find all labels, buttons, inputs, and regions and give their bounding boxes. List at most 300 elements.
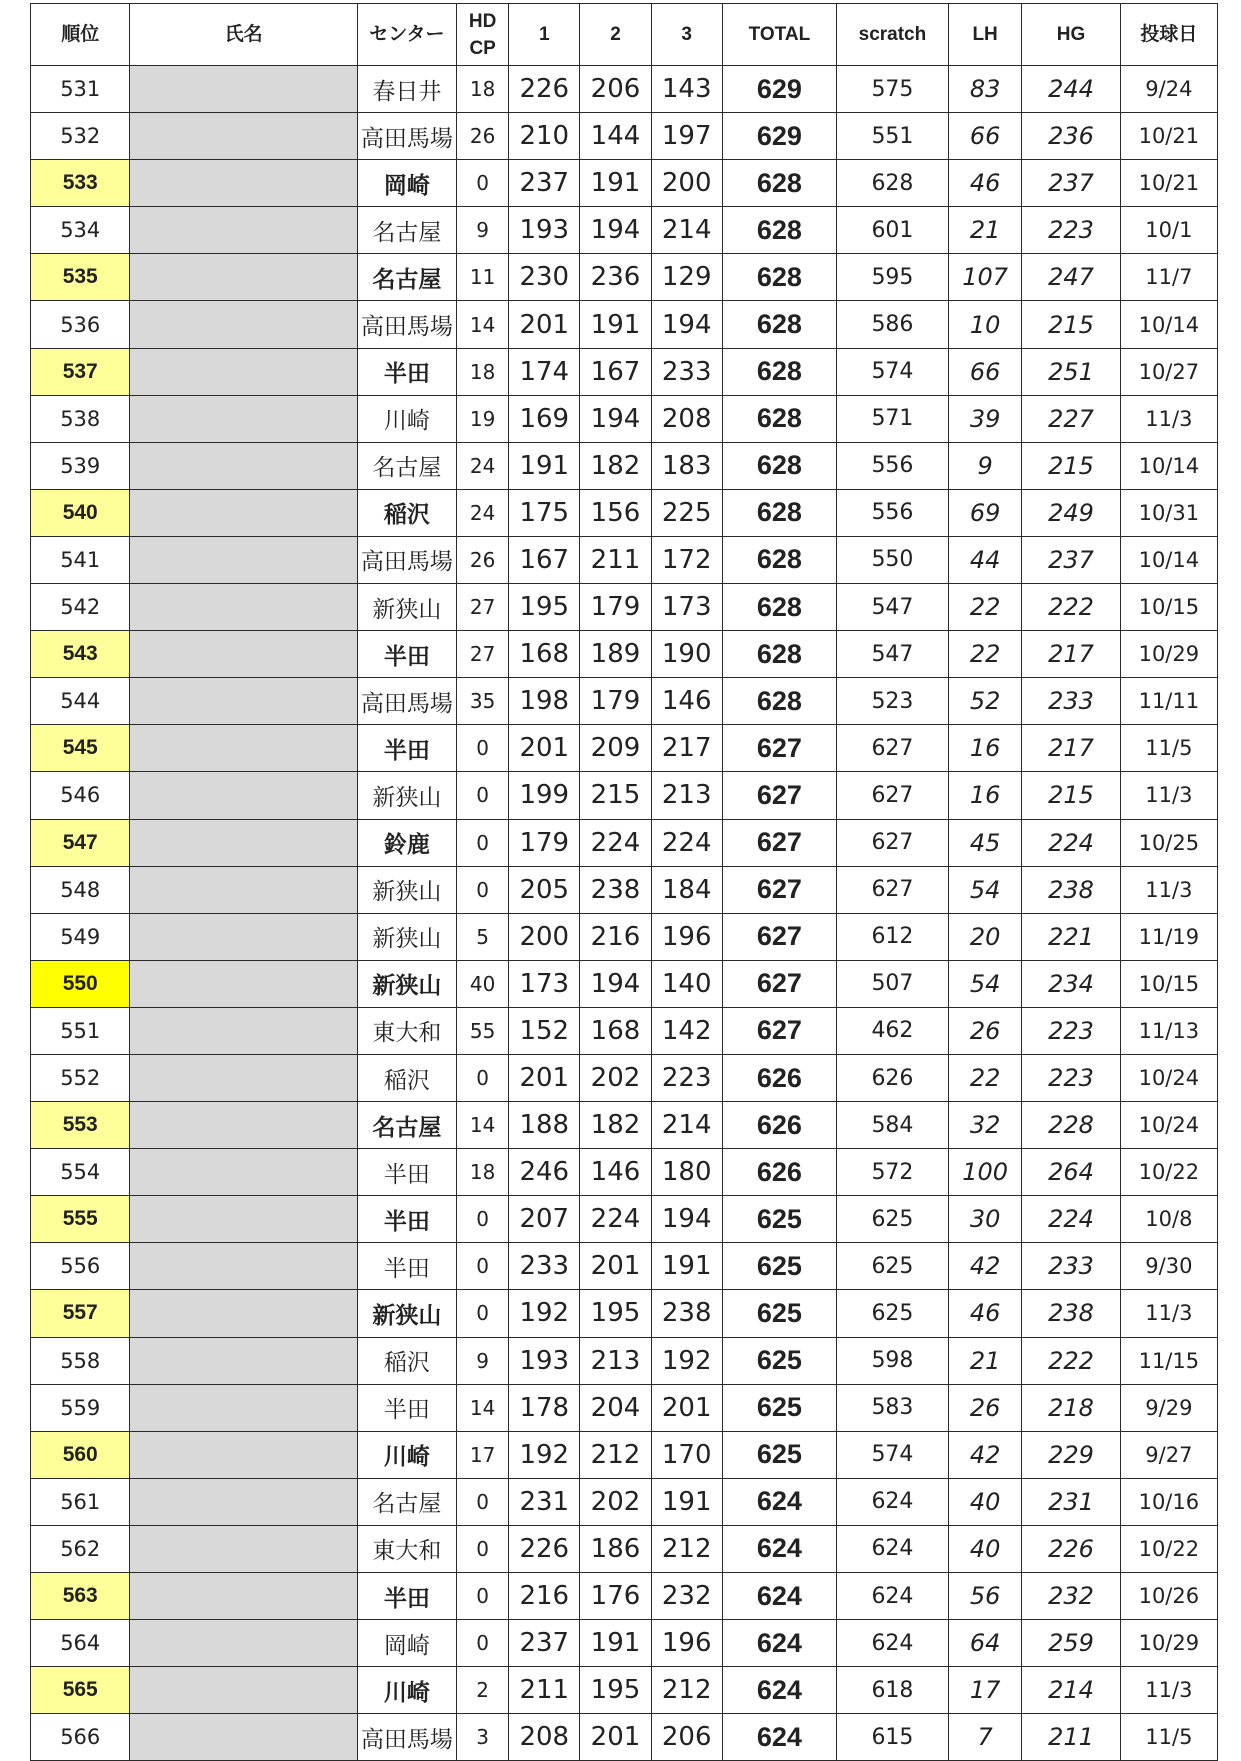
cell-hg: 223	[1022, 1007, 1120, 1054]
cell-scratch: 627	[836, 772, 948, 819]
cell-hdcp: 17	[457, 1431, 509, 1478]
cell-game-1: 233	[509, 1243, 580, 1290]
table-row	[31, 1478, 1218, 1525]
cell-date: 10/14	[1120, 536, 1217, 583]
cell-hdcp: 0	[457, 1525, 509, 1572]
cell-name-masked	[130, 536, 357, 583]
table-row	[31, 584, 1218, 631]
cell-total: 625	[722, 1384, 836, 1431]
cell-center: 新狭山	[357, 772, 456, 819]
header-hdcp-line2: CP	[469, 37, 496, 59]
cell-rank: 536	[31, 301, 130, 348]
cell-game-3: 194	[651, 301, 722, 348]
table-row	[31, 1243, 1218, 1290]
cell-hdcp: 18	[457, 66, 509, 113]
cell-rank: 538	[31, 395, 130, 442]
cell-lh: 22	[948, 1054, 1021, 1101]
cell-name-masked	[130, 442, 357, 489]
header-lh: LH	[948, 4, 1021, 66]
cell-center: 新狭山	[357, 1290, 456, 1337]
cell-hdcp: 14	[457, 1384, 509, 1431]
cell-game-3: 191	[651, 1478, 722, 1525]
cell-center: 名古屋	[357, 1478, 456, 1525]
cell-game-3: 225	[651, 489, 722, 536]
cell-hg: 232	[1022, 1573, 1120, 1620]
table-row	[31, 631, 1218, 678]
cell-lh: 22	[948, 584, 1021, 631]
cell-lh: 30	[948, 1196, 1021, 1243]
cell-scratch: 627	[836, 725, 948, 772]
cell-total: 628	[722, 536, 836, 583]
cell-scratch: 624	[836, 1478, 948, 1525]
cell-lh: 21	[948, 1337, 1021, 1384]
cell-scratch: 624	[836, 1620, 948, 1667]
cell-name-masked	[130, 1667, 357, 1714]
cell-name-masked	[130, 725, 357, 772]
cell-hdcp: 0	[457, 819, 509, 866]
cell-center: 稲沢	[357, 1054, 456, 1101]
cell-hg: 259	[1022, 1620, 1120, 1667]
cell-lh: 16	[948, 772, 1021, 819]
cell-rank: 537	[31, 348, 130, 395]
cell-lh: 52	[948, 678, 1021, 725]
cell-total: 625	[722, 1243, 836, 1290]
cell-total: 624	[722, 1478, 836, 1525]
cell-rank: 552	[31, 1054, 130, 1101]
cell-game-1: 175	[509, 489, 580, 536]
cell-scratch: 583	[836, 1384, 948, 1431]
header-scratch: scratch	[836, 4, 948, 66]
cell-date: 10/22	[1120, 1525, 1217, 1572]
cell-game-2: 167	[580, 348, 651, 395]
cell-total: 628	[722, 254, 836, 301]
cell-hg: 224	[1022, 819, 1120, 866]
cell-game-2: 236	[580, 254, 651, 301]
cell-game-3: 170	[651, 1431, 722, 1478]
cell-game-1: 193	[509, 1337, 580, 1384]
cell-center: 半田	[357, 1149, 456, 1196]
cell-rank: 532	[31, 113, 130, 160]
cell-game-2: 179	[580, 584, 651, 631]
cell-date: 11/19	[1120, 913, 1217, 960]
cell-game-3: 183	[651, 442, 722, 489]
header-hdcp-line1: HD	[468, 10, 497, 32]
cell-hdcp: 0	[457, 1573, 509, 1620]
cell-hg: 233	[1022, 1243, 1120, 1290]
cell-center: 半田	[357, 631, 456, 678]
table-row	[31, 160, 1218, 207]
cell-game-1: 226	[509, 1525, 580, 1572]
cell-game-1: 191	[509, 442, 580, 489]
cell-rank: 548	[31, 866, 130, 913]
cell-rank: 555	[31, 1196, 130, 1243]
cell-hdcp: 27	[457, 631, 509, 678]
cell-hdcp: 9	[457, 1337, 509, 1384]
cell-hg: 238	[1022, 1290, 1120, 1337]
cell-total: 627	[722, 725, 836, 772]
cell-name-masked	[130, 772, 357, 819]
cell-hdcp: 18	[457, 348, 509, 395]
cell-date: 9/27	[1120, 1431, 1217, 1478]
table-row	[31, 536, 1218, 583]
cell-hdcp: 26	[457, 113, 509, 160]
cell-name-masked	[130, 254, 357, 301]
cell-name-masked	[130, 207, 357, 254]
cell-game-3: 213	[651, 772, 722, 819]
cell-game-2: 194	[580, 960, 651, 1007]
cell-hdcp: 11	[457, 254, 509, 301]
cell-lh: 69	[948, 489, 1021, 536]
cell-center: 川崎	[357, 1431, 456, 1478]
cell-date: 10/21	[1120, 160, 1217, 207]
cell-game-3: 191	[651, 1243, 722, 1290]
cell-hg: 217	[1022, 631, 1120, 678]
cell-rank: 547	[31, 819, 130, 866]
cell-rank: 550	[31, 960, 130, 1007]
cell-total: 628	[722, 207, 836, 254]
cell-name-masked	[130, 1007, 357, 1054]
cell-total: 627	[722, 819, 836, 866]
cell-lh: 46	[948, 160, 1021, 207]
cell-rank: 554	[31, 1149, 130, 1196]
cell-game-1: 168	[509, 631, 580, 678]
cell-game-1: 207	[509, 1196, 580, 1243]
cell-game-2: 204	[580, 1384, 651, 1431]
cell-rank: 564	[31, 1620, 130, 1667]
table-row	[31, 1337, 1218, 1384]
header-date: 投球日	[1120, 4, 1217, 66]
cell-hdcp: 24	[457, 489, 509, 536]
cell-hdcp: 0	[457, 1243, 509, 1290]
cell-date: 11/5	[1120, 1714, 1217, 1761]
cell-game-3: 129	[651, 254, 722, 301]
cell-name-masked	[130, 395, 357, 442]
cell-hdcp: 14	[457, 1102, 509, 1149]
cell-game-1: 208	[509, 1714, 580, 1761]
cell-game-3: 194	[651, 1196, 722, 1243]
cell-total: 629	[722, 66, 836, 113]
cell-total: 624	[722, 1667, 836, 1714]
cell-center: 高田馬場	[357, 678, 456, 725]
cell-name-masked	[130, 1478, 357, 1525]
cell-game-3: 190	[651, 631, 722, 678]
table-row	[31, 395, 1218, 442]
cell-scratch: 624	[836, 1525, 948, 1572]
cell-total: 627	[722, 772, 836, 819]
cell-game-2: 224	[580, 1196, 651, 1243]
cell-name-masked	[130, 913, 357, 960]
cell-lh: 46	[948, 1290, 1021, 1337]
table-row	[31, 113, 1218, 160]
cell-lh: 56	[948, 1573, 1021, 1620]
cell-game-3: 140	[651, 960, 722, 1007]
cell-hg: 224	[1022, 1196, 1120, 1243]
cell-date: 11/11	[1120, 678, 1217, 725]
cell-lh: 7	[948, 1714, 1021, 1761]
cell-game-2: 195	[580, 1290, 651, 1337]
header-hdcp	[457, 4, 509, 66]
cell-game-1: 195	[509, 584, 580, 631]
cell-center: 半田	[357, 348, 456, 395]
cell-game-2: 209	[580, 725, 651, 772]
table-row	[31, 207, 1218, 254]
cell-game-2: 191	[580, 301, 651, 348]
cell-game-3: 196	[651, 913, 722, 960]
cell-hdcp: 0	[457, 725, 509, 772]
cell-hdcp: 5	[457, 913, 509, 960]
header-rank: 順位	[31, 4, 130, 66]
cell-total: 627	[722, 1007, 836, 1054]
cell-rank: 556	[31, 1243, 130, 1290]
cell-center: 名古屋	[357, 207, 456, 254]
cell-total: 627	[722, 913, 836, 960]
cell-rank: 565	[31, 1667, 130, 1714]
cell-game-2: 212	[580, 1431, 651, 1478]
cell-game-1: 211	[509, 1667, 580, 1714]
table-row	[31, 1007, 1218, 1054]
cell-hdcp: 2	[457, 1667, 509, 1714]
cell-game-3: 212	[651, 1667, 722, 1714]
cell-hg: 231	[1022, 1478, 1120, 1525]
cell-center: 半田	[357, 1243, 456, 1290]
cell-center: 岡崎	[357, 1620, 456, 1667]
cell-date: 9/24	[1120, 66, 1217, 113]
cell-scratch: 575	[836, 66, 948, 113]
cell-game-3: 224	[651, 819, 722, 866]
cell-date: 10/31	[1120, 489, 1217, 536]
table-row	[31, 1431, 1218, 1478]
cell-game-2: 238	[580, 866, 651, 913]
cell-game-2: 182	[580, 1102, 651, 1149]
cell-lh: 21	[948, 207, 1021, 254]
cell-game-1: 198	[509, 678, 580, 725]
table-row	[31, 772, 1218, 819]
cell-game-2: 179	[580, 678, 651, 725]
cell-total: 628	[722, 160, 836, 207]
cell-scratch: 625	[836, 1290, 948, 1337]
cell-rank: 531	[31, 66, 130, 113]
cell-scratch: 618	[836, 1667, 948, 1714]
cell-scratch: 612	[836, 913, 948, 960]
table-row	[31, 348, 1218, 395]
cell-name-masked	[130, 489, 357, 536]
table-row	[31, 489, 1218, 536]
cell-center: 新狭山	[357, 866, 456, 913]
cell-lh: 54	[948, 866, 1021, 913]
cell-center: 岡崎	[357, 160, 456, 207]
cell-hg: 227	[1022, 395, 1120, 442]
cell-game-1: 230	[509, 254, 580, 301]
cell-rank: 558	[31, 1337, 130, 1384]
cell-date: 10/8	[1120, 1196, 1217, 1243]
cell-game-1: 237	[509, 1620, 580, 1667]
cell-game-2: 211	[580, 536, 651, 583]
table-row	[31, 1667, 1218, 1714]
cell-lh: 107	[948, 254, 1021, 301]
cell-name-masked	[130, 301, 357, 348]
cell-center: 新狭山	[357, 960, 456, 1007]
cell-hdcp: 0	[457, 1054, 509, 1101]
cell-name-masked	[130, 113, 357, 160]
cell-lh: 45	[948, 819, 1021, 866]
table-row	[31, 866, 1218, 913]
cell-game-1: 210	[509, 113, 580, 160]
cell-game-2: 195	[580, 1667, 651, 1714]
cell-game-2: 224	[580, 819, 651, 866]
cell-game-3: 238	[651, 1290, 722, 1337]
cell-center: 高田馬場	[357, 301, 456, 348]
cell-hg: 237	[1022, 160, 1120, 207]
cell-hg: 223	[1022, 207, 1120, 254]
cell-center: 半田	[357, 1573, 456, 1620]
cell-game-3: 146	[651, 678, 722, 725]
cell-scratch: 574	[836, 348, 948, 395]
cell-scratch: 572	[836, 1149, 948, 1196]
cell-hg: 221	[1022, 913, 1120, 960]
cell-game-2: 215	[580, 772, 651, 819]
cell-total: 624	[722, 1714, 836, 1761]
cell-hdcp: 27	[457, 584, 509, 631]
cell-game-3: 180	[651, 1149, 722, 1196]
cell-total: 627	[722, 866, 836, 913]
cell-scratch: 625	[836, 1196, 948, 1243]
cell-lh: 66	[948, 348, 1021, 395]
cell-date: 10/21	[1120, 113, 1217, 160]
cell-hdcp: 26	[457, 536, 509, 583]
cell-hg: 249	[1022, 489, 1120, 536]
cell-scratch: 628	[836, 160, 948, 207]
cell-game-2: 168	[580, 1007, 651, 1054]
cell-game-1: 178	[509, 1384, 580, 1431]
cell-game-2: 213	[580, 1337, 651, 1384]
cell-game-1: 216	[509, 1573, 580, 1620]
cell-center: 東大和	[357, 1525, 456, 1572]
table-row	[31, 254, 1218, 301]
cell-total: 628	[722, 584, 836, 631]
cell-total: 628	[722, 442, 836, 489]
cell-date: 9/30	[1120, 1243, 1217, 1290]
cell-center: 春日井	[357, 66, 456, 113]
cell-game-3: 223	[651, 1054, 722, 1101]
cell-hg: 244	[1022, 66, 1120, 113]
cell-total: 626	[722, 1149, 836, 1196]
cell-date: 10/27	[1120, 348, 1217, 395]
cell-hg: 215	[1022, 772, 1120, 819]
cell-name-masked	[130, 1337, 357, 1384]
cell-lh: 20	[948, 913, 1021, 960]
cell-hdcp: 18	[457, 1149, 509, 1196]
cell-name-masked	[130, 678, 357, 725]
cell-center: 高田馬場	[357, 113, 456, 160]
cell-lh: 44	[948, 536, 1021, 583]
cell-center: 鈴鹿	[357, 819, 456, 866]
header-hg: HG	[1022, 4, 1120, 66]
cell-game-3: 142	[651, 1007, 722, 1054]
cell-date: 11/7	[1120, 254, 1217, 301]
cell-game-3: 173	[651, 584, 722, 631]
cell-total: 626	[722, 1102, 836, 1149]
cell-scratch: 626	[836, 1054, 948, 1101]
cell-game-2: 194	[580, 207, 651, 254]
cell-game-2: 194	[580, 395, 651, 442]
cell-date: 10/16	[1120, 1478, 1217, 1525]
cell-game-2: 191	[580, 160, 651, 207]
cell-total: 625	[722, 1337, 836, 1384]
cell-game-3: 208	[651, 395, 722, 442]
cell-rank: 551	[31, 1007, 130, 1054]
cell-center: 東大和	[357, 1007, 456, 1054]
cell-game-2: 176	[580, 1573, 651, 1620]
cell-name-masked	[130, 1243, 357, 1290]
cell-rank: 543	[31, 631, 130, 678]
table-row	[31, 725, 1218, 772]
cell-date: 10/14	[1120, 442, 1217, 489]
table-row	[31, 1102, 1218, 1149]
cell-scratch: 584	[836, 1102, 948, 1149]
cell-game-2: 144	[580, 113, 651, 160]
cell-hg: 237	[1022, 536, 1120, 583]
cell-scratch: 547	[836, 584, 948, 631]
cell-lh: 26	[948, 1007, 1021, 1054]
cell-total: 628	[722, 489, 836, 536]
cell-lh: 40	[948, 1525, 1021, 1572]
cell-game-3: 143	[651, 66, 722, 113]
cell-date: 10/26	[1120, 1573, 1217, 1620]
cell-total: 625	[722, 1431, 836, 1478]
cell-hg: 247	[1022, 254, 1120, 301]
cell-name-masked	[130, 1149, 357, 1196]
cell-hg: 222	[1022, 1337, 1120, 1384]
cell-scratch: 507	[836, 960, 948, 1007]
cell-hg: 229	[1022, 1431, 1120, 1478]
cell-center: 川崎	[357, 1667, 456, 1714]
header-name: 氏名	[130, 4, 357, 66]
cell-game-1: 192	[509, 1431, 580, 1478]
cell-game-3: 172	[651, 536, 722, 583]
cell-hg: 217	[1022, 725, 1120, 772]
cell-game-2: 156	[580, 489, 651, 536]
cell-rank: 563	[31, 1573, 130, 1620]
cell-date: 11/3	[1120, 772, 1217, 819]
cell-date: 11/3	[1120, 395, 1217, 442]
cell-center: 稲沢	[357, 1337, 456, 1384]
cell-game-2: 206	[580, 66, 651, 113]
cell-rank: 540	[31, 489, 130, 536]
cell-lh: 54	[948, 960, 1021, 1007]
cell-hg: 215	[1022, 442, 1120, 489]
cell-hg: 264	[1022, 1149, 1120, 1196]
cell-scratch: 547	[836, 631, 948, 678]
cell-scratch: 523	[836, 678, 948, 725]
cell-total: 628	[722, 348, 836, 395]
cell-lh: 66	[948, 113, 1021, 160]
cell-hg: 215	[1022, 301, 1120, 348]
cell-rank: 549	[31, 913, 130, 960]
cell-hdcp: 0	[457, 1478, 509, 1525]
cell-game-3: 196	[651, 1620, 722, 1667]
cell-name-masked	[130, 1525, 357, 1572]
cell-name-masked	[130, 584, 357, 631]
cell-scratch: 556	[836, 442, 948, 489]
cell-hdcp: 0	[457, 1196, 509, 1243]
cell-name-masked	[130, 960, 357, 1007]
cell-total: 626	[722, 1054, 836, 1101]
cell-rank: 559	[31, 1384, 130, 1431]
cell-game-2: 216	[580, 913, 651, 960]
cell-hg: 223	[1022, 1054, 1120, 1101]
cell-total: 628	[722, 678, 836, 725]
cell-scratch: 556	[836, 489, 948, 536]
